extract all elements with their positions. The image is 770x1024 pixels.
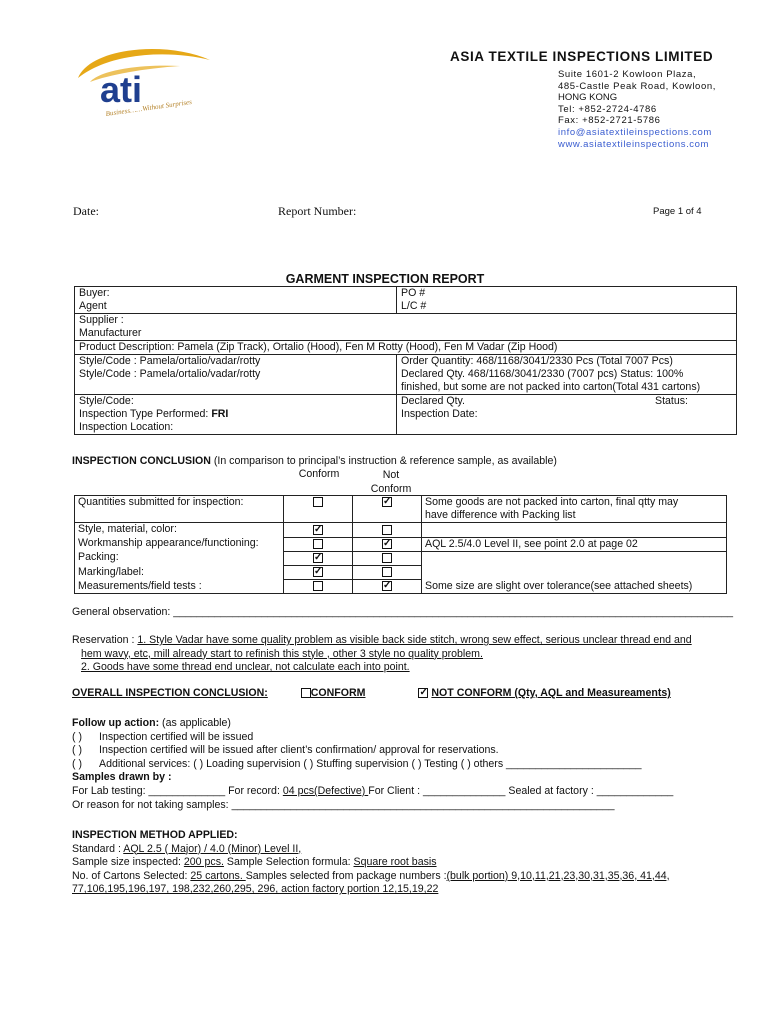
address-line-1: Suite 1601-2 Kowloon Plaza, bbox=[558, 69, 697, 80]
not-conform-checkbox-measurements[interactable] bbox=[382, 581, 392, 591]
product-description-field: Product Description: Pamela (Zip Track), Ortalio (Hood), Fen M Rotty (Hood), Fen M Vadar (Zip Hood) bbox=[75, 341, 737, 355]
sample-size-label: Sample size inspected: bbox=[72, 856, 184, 869]
conform-checkbox-workmanship[interactable] bbox=[313, 539, 323, 549]
row-label-measurements: Measurements/field tests : bbox=[75, 580, 284, 594]
address-line-3: HONG KONG bbox=[558, 92, 618, 104]
row-label-marking: Marking/label: bbox=[75, 566, 284, 580]
remark-workmanship: AQL 2.5/4.0 Level II, see point 2.0 at page 02 bbox=[422, 537, 727, 551]
overall-conform-checkbox[interactable] bbox=[301, 688, 311, 698]
samples-record-value: 04 pcs(Defective) bbox=[282, 784, 369, 797]
buyer-field: Buyer: bbox=[75, 287, 397, 301]
empty-cell bbox=[397, 421, 737, 435]
reservation-line-3: 2. Goods have some thread end unclear, not calculate each into point. bbox=[81, 661, 410, 674]
standard-value: AQL 2.5 ( Major) / 4.0 (Minor) Level II, bbox=[123, 842, 302, 855]
method-heading: INSPECTION METHOD APPLIED: bbox=[72, 829, 238, 841]
follow-up-label: Follow up action: bbox=[72, 717, 160, 729]
cell-conform-1 bbox=[284, 523, 353, 537]
company-tel: Tel: +852-2724-4786 bbox=[558, 103, 657, 115]
cartons-label: No. of Cartons Selected: bbox=[72, 869, 191, 882]
cell-not-2 bbox=[353, 537, 422, 551]
follow-up-mark-1[interactable]: ( ) bbox=[72, 730, 82, 743]
cell-not-5 bbox=[353, 580, 422, 594]
samples-lab-testing: For Lab testing: _____________ For record: bbox=[72, 784, 283, 797]
status-2: Status: bbox=[655, 395, 688, 407]
declared-qty-2-cell bbox=[397, 395, 737, 409]
follow-up-item-2: Inspection certified will be issued after client’s confirmation/ approval for reservations. bbox=[99, 744, 499, 757]
follow-up-item-1: Inspection certified will be issued bbox=[99, 730, 254, 743]
company-name: ASIA TEXTILE INSPECTIONS LIMITED bbox=[450, 49, 714, 64]
samples-for-client: For Client : ______________ Sealed at factory : _____________ bbox=[368, 784, 674, 797]
inspection-type-value: FRI bbox=[211, 408, 229, 420]
cartons-text: Samples selected from package numbers : bbox=[245, 869, 447, 882]
date-label: Date: bbox=[73, 204, 99, 218]
col-not-conform-header bbox=[356, 468, 426, 496]
report-number-label: Report Number: bbox=[278, 204, 357, 218]
inspection-type bbox=[75, 408, 397, 421]
overall-not-conform-checkbox[interactable] bbox=[418, 688, 428, 698]
col-not2-header: Conform bbox=[370, 483, 412, 495]
row-label-packing: Packing: bbox=[75, 551, 284, 565]
conform-checkbox-style[interactable] bbox=[313, 525, 323, 535]
conform-checkbox-measurements[interactable] bbox=[313, 581, 323, 591]
inspection-type-label: Inspection Type Performed: bbox=[79, 408, 212, 420]
overall-conform-label: CONFORM bbox=[310, 687, 366, 699]
follow-up-item-3: Additional services: ( ) Loading supervision ( ) Stuffing supervision ( ) Testing ( ) others _______________________ bbox=[99, 757, 642, 770]
cell-not-1 bbox=[353, 523, 422, 537]
method-block bbox=[72, 829, 762, 897]
not-conform-checkbox-workmanship[interactable] bbox=[382, 539, 392, 549]
reservation-line-1: 1. Style Vadar have some quality problem as visible back side stitch, wrong sew effect, serious unclear thread end and bbox=[137, 634, 692, 646]
remark-packing bbox=[422, 551, 727, 565]
col-not-header: Not bbox=[382, 469, 400, 481]
overall-not-conform-label: NOT CONFORM (Qty, AQL and Measureaments) bbox=[431, 687, 671, 699]
conclusion-heading: INSPECTION CONCLUSION bbox=[72, 455, 211, 467]
samples-reason: Or reason for not taking samples: _________________________________________________________________ bbox=[72, 798, 615, 811]
cell-conform-3 bbox=[284, 551, 353, 565]
package-numbers: (bulk portion) 9,10,11,21,23,30,31,35,36, 41,44, bbox=[446, 869, 670, 882]
style-code-1: Style/Code : Pamela/ortalio/vadar/rotty bbox=[75, 355, 397, 369]
conform-checkbox-packing[interactable] bbox=[313, 553, 323, 563]
company-fax: Fax: +852-2721-5786 bbox=[558, 115, 661, 127]
company-logo bbox=[70, 42, 220, 122]
reservation-block bbox=[72, 634, 752, 675]
inspection-date: Inspection Date: bbox=[397, 408, 737, 421]
conform-checkbox-marking[interactable] bbox=[313, 567, 323, 577]
inspection-location: Inspection Location: bbox=[75, 421, 397, 435]
remark-measurements: Some size are slight over tolerance(see attached sheets) bbox=[422, 580, 727, 594]
supplier-field: Supplier : bbox=[75, 314, 737, 328]
conclusion-table bbox=[74, 495, 727, 594]
conclusion-heading-line bbox=[72, 455, 557, 467]
follow-up-note: (as applicable) bbox=[159, 717, 231, 729]
cell-conform-5 bbox=[284, 580, 353, 594]
row-label-quantities: Quantities submitted for inspection: bbox=[75, 496, 284, 523]
samples-label: Samples drawn by : bbox=[72, 771, 172, 784]
not-conform-checkbox-packing[interactable] bbox=[382, 553, 392, 563]
style-code-3: Style/Code: bbox=[75, 395, 397, 409]
selection-value: Square root basis bbox=[353, 856, 437, 869]
reservation-line-2: hem wavy, etc, mill already start to refinish this style , other 3 style no quality problem. bbox=[81, 647, 483, 660]
remark-style bbox=[422, 523, 727, 537]
follow-up-mark-2[interactable]: ( ) bbox=[72, 744, 82, 757]
not-conform-checkbox-marking[interactable] bbox=[382, 567, 392, 577]
remark-quantities bbox=[422, 496, 727, 523]
sample-size-value: 200 pcs. bbox=[183, 856, 224, 869]
overall-conclusion bbox=[72, 687, 671, 701]
overall-label: OVERALL INSPECTION CONCLUSION: bbox=[72, 687, 268, 699]
reservation-label: Reservation : bbox=[72, 634, 138, 646]
manufacturer-field: Manufacturer bbox=[75, 327, 737, 341]
remark-quantities-line2: have difference with Packing list bbox=[425, 509, 576, 522]
cell-not-4 bbox=[353, 566, 422, 580]
company-address bbox=[558, 69, 716, 150]
order-info-table bbox=[74, 286, 737, 435]
cell-conform-4 bbox=[284, 566, 353, 580]
declared-qty-1-line1: Declared Qty. 468/1168/3041/2330 (7007 pcs) Status: 100% bbox=[401, 368, 684, 380]
not-conform-checkbox-style[interactable] bbox=[382, 525, 392, 535]
report-title: GARMENT INSPECTION REPORT bbox=[285, 272, 485, 286]
order-quantity: Order Quantity: 468/1168/3041/2330 Pcs (Total 7007 Pcs) bbox=[397, 355, 737, 369]
page-indicator: Page 1 of 4 bbox=[653, 206, 702, 217]
address-line-2: 485-Castle Peak Road, Kowloon, bbox=[558, 80, 716, 92]
logo-text: ati bbox=[100, 69, 143, 110]
row-label-style: Style, material, color: bbox=[75, 523, 284, 537]
lc-field: L/C # bbox=[397, 300, 737, 314]
remark-marking bbox=[422, 566, 727, 580]
cell-not-3 bbox=[353, 551, 422, 565]
declared-qty-1-line2: finished, but some are not packed into carton(Total 431 cartons) bbox=[401, 381, 701, 393]
declared-qty-2: Declared Qty. bbox=[401, 395, 465, 407]
agent-field: Agent bbox=[75, 300, 397, 314]
conclusion-note: (In comparison to principal’s instruction & reference sample, as available) bbox=[210, 455, 557, 467]
selection-label: Sample Selection formula: bbox=[223, 856, 354, 869]
company-website-link[interactable]: www.asiatextileinspections.com bbox=[558, 138, 710, 150]
cell-not-0 bbox=[353, 496, 422, 523]
conform-checkbox-quantities[interactable] bbox=[313, 497, 323, 507]
not-conform-checkbox-quantities[interactable] bbox=[382, 497, 392, 507]
col-conform-header: Conform bbox=[298, 468, 340, 480]
general-observation: General observation: _______________________________________________________________________________________________ bbox=[72, 606, 734, 618]
follow-up-mark-3[interactable]: ( ) bbox=[72, 757, 82, 770]
package-numbers-2: 77,106,195,196,197, 198,232,260,295, 296, action factory portion 12,15,19,22 bbox=[72, 883, 439, 896]
row-label-workmanship: Workmanship appearance/functioning: bbox=[75, 537, 284, 551]
remark-quantities-line1: Some goods are not packed into carton, final qtty may bbox=[425, 496, 679, 508]
po-field: PO # bbox=[397, 287, 737, 301]
cell-conform-2 bbox=[284, 537, 353, 551]
style-code-2: Style/Code : Pamela/ortalio/vadar/rotty bbox=[75, 368, 397, 395]
cell-conform-0 bbox=[284, 496, 353, 523]
logo-tagline: Business……Without Surprises bbox=[105, 97, 193, 118]
standard-label: Standard : bbox=[72, 842, 124, 855]
cartons-value: 25 cartons. bbox=[190, 869, 246, 882]
company-email-link[interactable]: info@asiatextileinspections.com bbox=[558, 126, 712, 138]
declared-qty-1 bbox=[397, 368, 737, 395]
follow-up-block bbox=[72, 717, 752, 812]
